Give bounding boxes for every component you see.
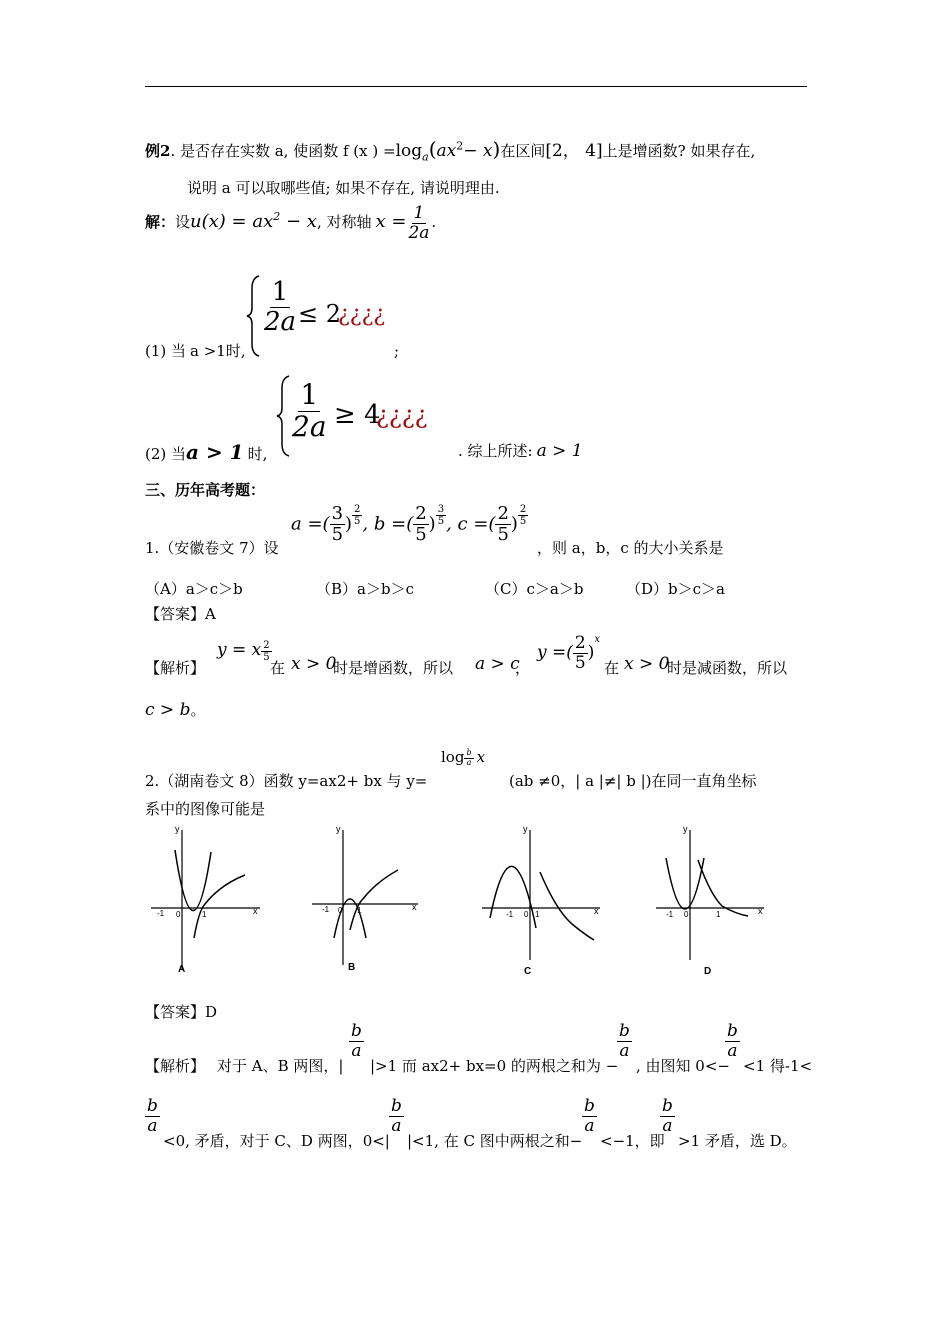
log-fn: $\log_a(ax^2- x)$ <box>395 137 501 164</box>
q2-s6: |<1, 在 C 图中两根之和− <box>407 1132 583 1150</box>
solution-line <box>145 204 436 242</box>
case1-frac: $\frac{1}{2a}$ <box>264 277 297 337</box>
q2-s7: <−1，即 <box>600 1132 665 1150</box>
case2-result: a > 1 <box>536 441 583 461</box>
solution-set: 设 <box>175 213 191 232</box>
case2-end: . 综上所述: a > 1 <box>458 441 583 461</box>
svg-text:0: 0 <box>684 910 689 919</box>
svg-text:0: 0 <box>338 906 343 915</box>
q1-t3: 在 <box>604 659 620 677</box>
graph-a-parabola <box>175 850 211 911</box>
q1-b-frac: $\frac{2}{5}$ <box>415 503 427 545</box>
q2-frac-4: $\frac{b}{a}$ <box>147 1096 158 1136</box>
svg-text:0: 0 <box>524 910 529 919</box>
graph-a-x-label: x <box>253 906 258 916</box>
svg-text:-1: -1 <box>666 910 674 919</box>
example2-q3: 上是增函数? 如果存在, <box>602 142 756 160</box>
q1-cond2: x > 0 <box>624 654 670 674</box>
q1-c-exp: 2 5 <box>519 504 527 527</box>
q1-answer: 【答案】A <box>145 605 216 623</box>
header-rule <box>145 86 807 87</box>
case2-garble: ¿¿¿¿ <box>376 401 428 429</box>
example2-q2: 在区间 <box>500 142 546 160</box>
q1-analysis-label: 【解析】 <box>145 659 206 677</box>
q1-t2: 时是增函数，所以 <box>333 659 454 677</box>
svg-text:1: 1 <box>357 906 362 915</box>
graph-b-log <box>350 870 398 930</box>
svg-text:x: x <box>594 906 599 916</box>
q1-option-c: （C）c＞a＞b <box>485 580 584 598</box>
solution-label: 解： <box>145 213 176 232</box>
q2-s8: >1 矛盾，选 D。 <box>678 1132 797 1150</box>
graph-c <box>478 820 608 984</box>
q2-cond: (ab ≠0，| a |≠| b |)在同一直角坐标 <box>509 772 757 790</box>
q1-option-d: （D）b＞c＞a <box>626 580 725 598</box>
svg-text:1: 1 <box>535 910 540 919</box>
axis-text: , 对称轴 <box>316 213 372 232</box>
svg-text:-1: -1 <box>506 910 514 919</box>
q1-suffix: ，则 a，b，c 的大小关系是 <box>537 539 724 557</box>
q2-s3: , 由图知 0<− <box>636 1057 730 1075</box>
graph-a-label: A <box>178 964 186 975</box>
graph-d-parabola <box>666 858 704 909</box>
case2-rel: ≥ 4 <box>334 400 381 430</box>
svg-text:y: y <box>336 824 341 834</box>
section3-title: 三、历年高考题： <box>145 481 266 499</box>
svg-text:0: 0 <box>176 910 181 919</box>
graph-b-label: B <box>348 962 356 973</box>
q1-t1: 在 <box>270 659 286 677</box>
case1-brace <box>246 274 262 358</box>
svg-text:-1: -1 <box>322 905 330 914</box>
q1-conclusion: c > b。 <box>145 700 206 720</box>
q2-s2: |>1 而 ax2+ bx=0 的两根之和为 − <box>370 1057 619 1075</box>
example2-q1: . 是否存在实数 a, 使函数 f (x ) = <box>170 142 396 160</box>
svg-text:x: x <box>758 906 763 916</box>
q1-option-b: （B）a＞b＞c <box>316 580 414 598</box>
q1-defs: a =( $\frac{3}{5}$ ) $^{\frac{2}{5}}$ , b =( $\frac{2}{5}$ ) $^{\frac{3}{5}}$ , c =( $\frac{2}{5}$ ) $^{\frac{2}{5}}$ <box>291 503 527 545</box>
q1-res1: a > c <box>475 654 520 674</box>
q1-comma: ， <box>515 659 531 677</box>
svg-text:y: y <box>683 824 688 834</box>
graph-a <box>145 820 265 984</box>
q2-line2: 系中的图像可能是 <box>145 800 266 818</box>
graph-a-log <box>194 875 245 938</box>
q1-f2: y =( $\frac{2}{5}$ )$^x$ <box>537 633 600 673</box>
q2-frac-7: $\frac{b}{a}$ <box>662 1096 673 1136</box>
svg-text:1: 1 <box>202 910 207 919</box>
q1-prefix: 1.（安徽卷文 7）设 <box>145 539 279 557</box>
graph-d <box>652 820 772 984</box>
q1-cond1: x > 0 <box>291 654 337 674</box>
q2-frac-1: $\frac{b}{a}$ <box>351 1021 362 1061</box>
example2-label: 例2 <box>145 142 171 160</box>
graph-b-parabola <box>334 899 366 938</box>
q1-c-frac: $\frac{2}{5}$ <box>497 503 509 545</box>
svg-text:x: x <box>412 902 417 912</box>
axis-frac: $\frac{1}{2a}$ <box>408 203 430 243</box>
svg-text:1: 1 <box>716 910 721 919</box>
example2-line2: 说明 a 可以取哪些值; 如果不存在, 请说明理由. <box>187 179 500 197</box>
q1-a-exp: 2 5 <box>354 504 361 527</box>
q1-option-a: （A）a＞c＞b <box>145 580 243 598</box>
q1-f1: y = x $^{\frac{2}{5}}$ <box>217 640 270 663</box>
q2-frac-2: $\frac{b}{a}$ <box>619 1021 630 1061</box>
q1-t4: 时是减函数，所以 <box>667 659 788 677</box>
u-expr: $u(x) = ax^2 - x$ <box>190 210 317 233</box>
case2-prefix: (2) 当a > 1 时, <box>145 440 268 464</box>
case1-garble: ¿¿¿¿ <box>338 302 386 327</box>
case2-frac: $\frac{1}{2a}$ <box>292 378 327 443</box>
graph-c-log <box>540 872 594 940</box>
graph-c-label: C <box>524 966 532 977</box>
q2-frac-6: $\frac{b}{a}$ <box>584 1096 595 1136</box>
q2-answer: 【答案】D <box>145 1003 218 1021</box>
axis-end: . <box>431 213 437 232</box>
q2-analysis-label: 【解析】 <box>145 1057 206 1075</box>
graph-a-y-label: y <box>175 824 180 834</box>
q2-prefix: 2.（湖南卷文 8）函数 y=ax2+ bx 与 y= <box>145 772 428 790</box>
graph-b <box>306 820 426 984</box>
q2-frac-3: $\frac{b}{a}$ <box>727 1021 738 1061</box>
q1-a-frac: $\frac{3}{5}$ <box>331 503 344 545</box>
graph-d-label: D <box>704 966 712 977</box>
q2-s5: <0, 矛盾，对于 C、D 两图，0<| <box>163 1132 390 1150</box>
q1-b-exp: 3 5 <box>437 504 445 527</box>
interval: [2， 4] <box>545 141 603 161</box>
q2-s1: 对于 A、B 两图，| <box>217 1057 344 1075</box>
q2-s4: <1 得-1< <box>743 1057 813 1075</box>
q2-log: log $\frac{b}{a}$ x <box>441 747 486 767</box>
q2-frac-5: $\frac{b}{a}$ <box>391 1096 402 1136</box>
case1-end: ; <box>394 342 400 360</box>
q2-log-base: $\frac{b}{a}$ <box>466 747 472 767</box>
axis-x: x = <box>375 211 407 233</box>
case1-rel: ≤ 2 <box>298 300 342 328</box>
example2-line1 <box>145 136 755 163</box>
svg-text:-1: -1 <box>157 909 165 918</box>
svg-text:y: y <box>523 824 528 834</box>
case1-prefix: (1) 当 a >1时, <box>145 342 246 360</box>
